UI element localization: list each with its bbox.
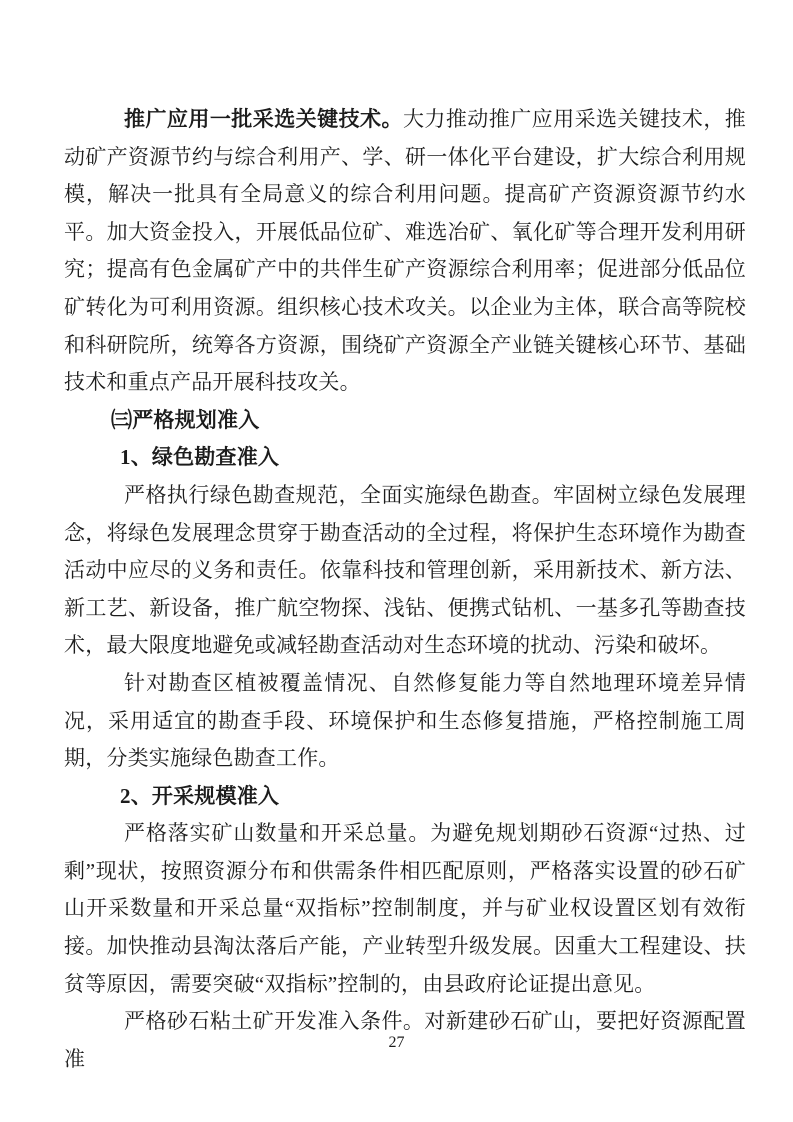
page-content: [64, 101, 746, 1078]
page-footer: [0, 1034, 793, 1052]
subheading-green-exploration-access: 1、绿色勘查准入: [120, 445, 280, 470]
page-number: 27: [388, 1034, 405, 1051]
paragraph-body-text: 大力推动推广应用采选关键技术，推动矿产资源节约与综合利用产、学、研一体化平台建设，扩大综合利用规模，解决一批具有全局意义的综合利用问题。提高矿产资源资源节约水平。加大资金投入，开展低品位矿、难选冶矿、氧化矿等合理开发利用研究；提高有色金属矿产中的共伴生矿产资源综合利用率；促进部分低品位矿转化为可利用资源。组织核心技术攻关。以企业为主体，联合高等院校和科研院所，统筹各方资源，围绕矿产资源全产业链关键核心环节、基础技术和重点产品开展科技攻关。: [64, 107, 746, 395]
subheading-mining-scale-access: 2、开采规模准入: [120, 783, 280, 808]
section-heading-strict-planning-access: ㈢严格规划准入: [111, 407, 260, 432]
paragraph-sand-clay-access: 严格砂石粘土矿开发准入条件。对新建砂石矿山，要把好资源配置准: [64, 1009, 746, 1071]
paragraph-green-exploration: 严格执行绿色勘查规范，全面实施绿色勘查。牢固树立绿色发展理念，将绿色发展理念贯穿于勘查活动的全过程，将保护生态环境作为勘查活动中应尽的义务和责任。依靠科技和管理创新，采用新技术、新方法、新工艺、新设备，推广航空物探、浅钻、便携式钻机、一基多孔等勘查技术，最大限度地避免或减轻勘查活动对生态环境的扰动、污染和破坏。: [64, 482, 746, 658]
paragraph-mining-scale-control: 严格落实矿山数量和开采总量。为避免规划期砂石资源“过热、过剩”现状，按照资源分布和供需条件相匹配原则，严格落实设置的砂石矿山开采数量和开采总量“双指标”控制制度，并与矿业权设置区划有效衔接。加快推动县淘汰落后产能，产业转型升级发展。因重大工程建设、扶贫等原因，需要突破“双指标”控制的，由县政府论证提出意见。: [64, 821, 746, 996]
paragraph-promote-mining-tech: [64, 101, 746, 402]
paragraph-exploration-measures: 针对勘查区植被覆盖情况、自然修复能力等自然地理环境差异情况，采用适宜的勘查手段、环境保护和生态修复措施，严格控制施工周期，分类实施绿色勘查工作。: [64, 670, 746, 771]
paragraph-lead-bold: 推广应用一批采选关键技术。: [124, 107, 403, 131]
